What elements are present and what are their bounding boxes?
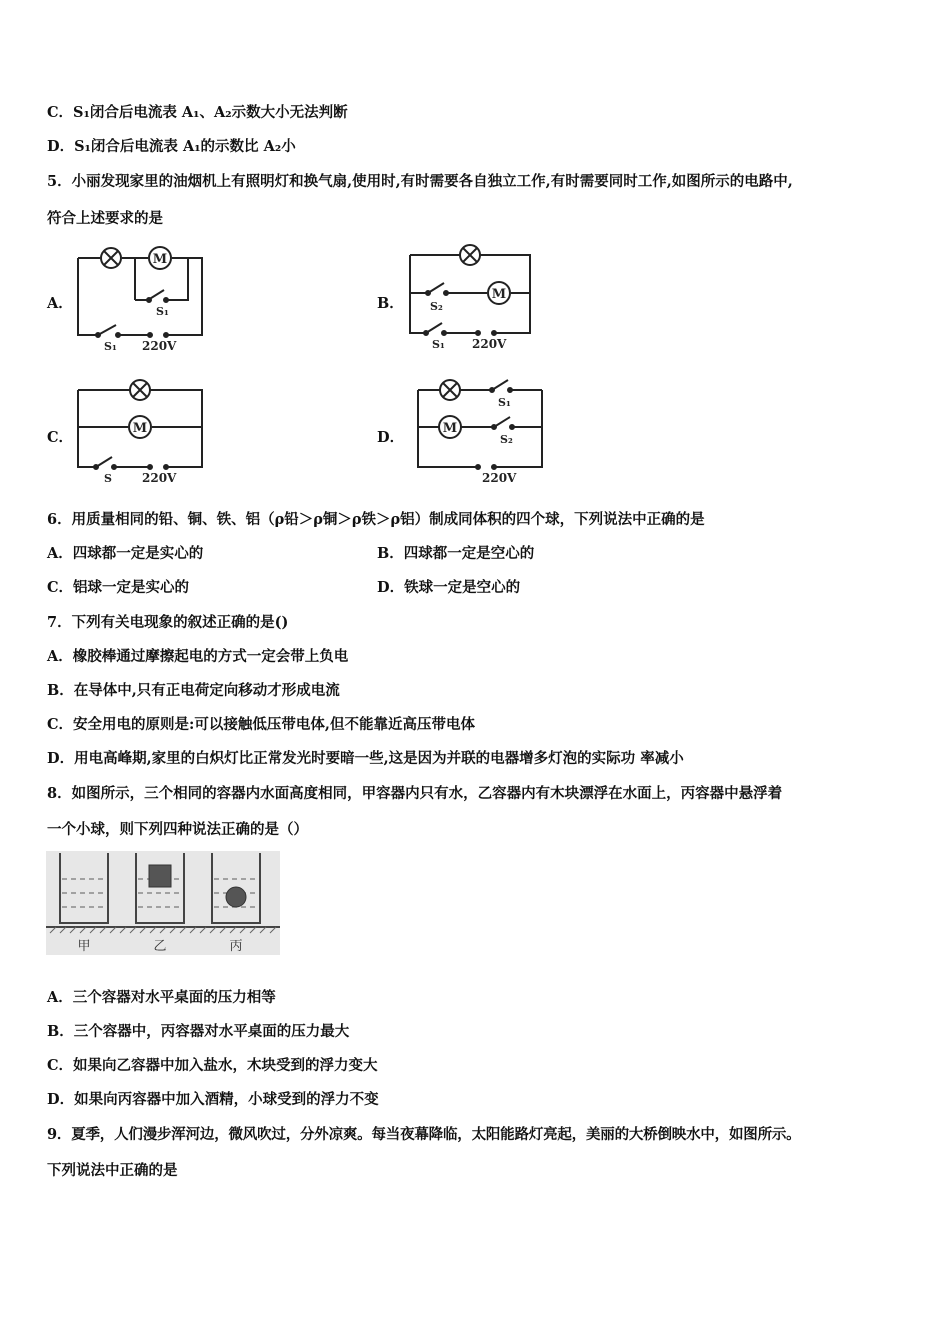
motor-label-d: M bbox=[442, 421, 458, 436]
wood-block bbox=[149, 865, 171, 887]
voltage-label-d: 220V bbox=[482, 471, 517, 485]
circuit-b-figure bbox=[400, 238, 540, 357]
circuit-c-figure bbox=[70, 372, 210, 491]
q6-option-d: D．铁球一定是空心的 bbox=[377, 579, 521, 596]
switch-s2-label-d: S₂ bbox=[500, 433, 513, 446]
q4-option-d: D．S₁闭合后电流表 A₁的示数比 A₂小 bbox=[47, 138, 296, 155]
motor-label-b: M bbox=[491, 287, 507, 302]
q7-option-a: A．橡胶棒通过摩擦起电的方式一定会带上负电 bbox=[47, 648, 349, 665]
q7-option-b: B．在导体中,只有正电荷定向移动才形成电流 bbox=[47, 682, 340, 699]
q5-label-d: D． bbox=[377, 429, 405, 446]
q5-label-b: B． bbox=[377, 295, 404, 312]
q8-option-b: B．三个容器中，丙容器对水平桌面的压力最大 bbox=[47, 1023, 350, 1040]
circuit-d-figure bbox=[408, 372, 548, 491]
container-label-jia: 甲 bbox=[77, 939, 91, 954]
switch-s1-label-b: S₁ bbox=[432, 338, 445, 351]
switch-s1-label-d: S₁ bbox=[498, 396, 511, 409]
circuit-a-figure bbox=[70, 240, 210, 359]
q5-label-a: A． bbox=[47, 295, 73, 312]
q7-option-c: C．安全用电的原则是:可以接触低压带电体,但不能靠近高压带电体 bbox=[47, 716, 475, 733]
q8-option-a: A．三个容器对水平桌面的压力相等 bbox=[47, 989, 276, 1006]
q6-stem: 6．用质量相同的铅、铜、铁、铝（ρ铅＞ρ铜＞ρ铁＞ρ铝）制成同体积的四个球，下列说法中正确的是 bbox=[47, 511, 705, 528]
switch-s-label-c: S bbox=[104, 472, 112, 485]
container-label-bing: 丙 bbox=[229, 939, 243, 954]
q5-stem-line1: 5．小丽发现家里的油烟机上有照明灯和换气扇,使用时,有时需要各自独立工作,有时需要同时工作,如图所示的电路中, bbox=[47, 173, 793, 190]
q6-option-b: B．四球都一定是空心的 bbox=[377, 545, 535, 562]
motor-label: M bbox=[152, 252, 168, 267]
switch-s1-label-bottom: S₁ bbox=[156, 305, 169, 318]
q8-stem-line2: 一个小球，则下列四种说法正确的是（） bbox=[47, 821, 308, 838]
containers-figure bbox=[46, 851, 280, 959]
floating-ball bbox=[226, 887, 246, 907]
motor-label-c: M bbox=[132, 421, 148, 436]
voltage-label-b: 220V bbox=[472, 337, 507, 351]
q4-option-c: C．S₁闭合后电流表 A₁、A₂示数大小无法判断 bbox=[47, 104, 348, 121]
q5-label-c: C． bbox=[47, 429, 74, 446]
q6-option-a: A．四球都一定是实心的 bbox=[47, 545, 204, 562]
voltage-label: 220V bbox=[142, 339, 177, 353]
q8-option-d: D．如果向丙容器中加入酒精，小球受到的浮力不变 bbox=[47, 1091, 379, 1108]
q7-option-d: D．用电高峰期,家里的白炽灯比正常发光时要暗一些,这是因为并联的电器增多灯泡的实际功 率减小 bbox=[47, 750, 684, 767]
q8-stem-line1: 8．如图所示，三个相同的容器内水面高度相同，甲容器内只有水，乙容器内有木块漂浮在水面上，丙容器中悬浮着 bbox=[47, 785, 783, 802]
q7-stem: 7．下列有关电现象的叙述正确的是() bbox=[47, 614, 289, 631]
q8-option-c: C．如果向乙容器中加入盐水，木块受到的浮力变大 bbox=[47, 1057, 378, 1074]
q6-option-c: C．铝球一定是实心的 bbox=[47, 579, 190, 596]
container-label-yi: 乙 bbox=[153, 939, 167, 954]
q9-stem-line1: 9．夏季，人们漫步浑河边，微风吹过，分外凉爽。每当夜幕降临，太阳能路灯亮起，美丽的大桥倒映水中，如图所示。 bbox=[47, 1126, 801, 1143]
switch-s2-label-b: S₂ bbox=[430, 300, 443, 313]
switch-s1-label: S₁ bbox=[104, 340, 117, 353]
q5-stem-line2: 符合上述要求的是 bbox=[47, 210, 163, 227]
q9-stem-line2: 下列说法中正确的是 bbox=[47, 1162, 178, 1179]
voltage-label-c: 220V bbox=[142, 471, 177, 485]
